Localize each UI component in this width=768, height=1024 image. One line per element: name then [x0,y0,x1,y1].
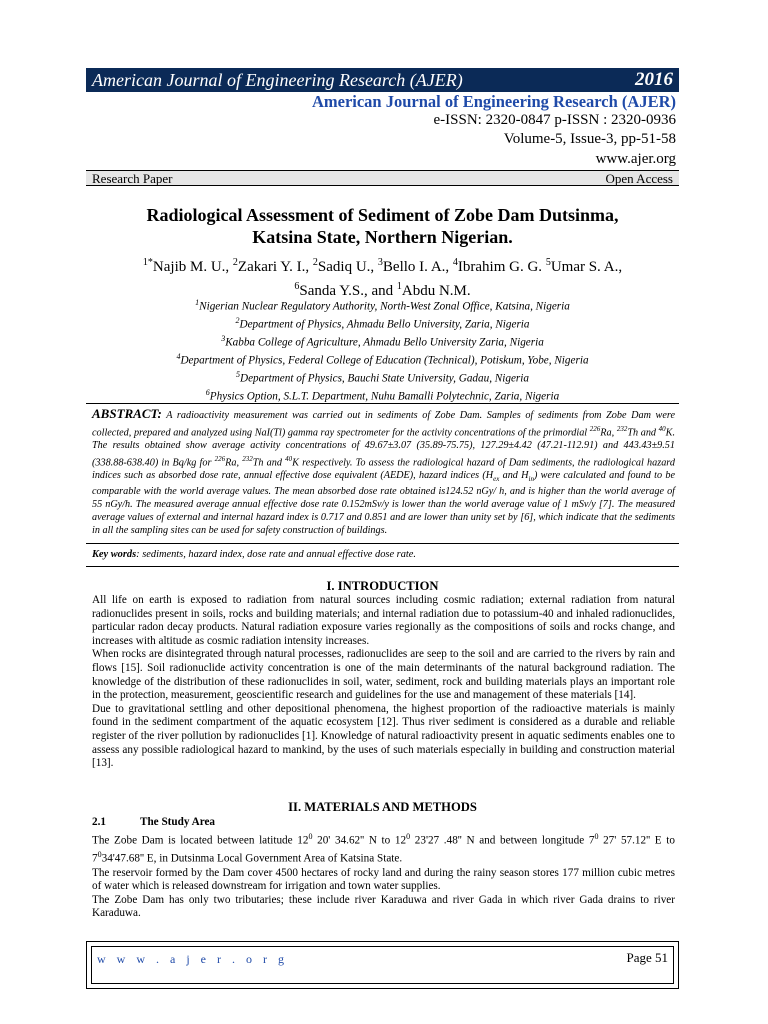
affiliation [86,350,679,368]
page-footer [86,941,679,989]
index-sub: ex [493,475,500,484]
author-name: Najib M. U., [152,259,233,275]
author-name: Umar S. A., [550,259,623,275]
author-name: Zakari Y. I., [237,259,313,275]
isotope-sup: 40 [285,455,293,464]
keywords [92,549,675,560]
abstract-text: Ra, [600,427,617,439]
abstract-text: A radioactivity measurement was carried out in sediments of Zobe Dam. Samples of sediments from Zobe Dam were collected, prepared and analyzed using NaI(Tl) gamma ray spectrometer for the activity concentrations of the primordial [92,410,675,439]
author-sup: 2 [232,257,238,268]
abstract-text: Th and [627,427,659,439]
issn: e-ISSN: 2320-0847 p-ISSN : 2320-0936 [433,112,676,128]
affiliation-text: Physics Option, S.L.T. Department, Nuhu Bamalli Polytechnic, Zaria, Nigeria [209,390,560,403]
author-name: Sanda Y.S., and [299,283,397,299]
author-sup: 4 [452,257,458,268]
text-run: 20' 34.62'' N to 12 [312,834,407,847]
author-name: Sadiq U., [317,259,378,275]
journal-banner [86,68,679,92]
affiliation-text: Department of Physics, Bauchi State University, Gadau, Nigeria [240,372,529,385]
abstract-text: ) were calculated and found to be comparable with the world average values. The mean absorbed dose rate obtained is124.52 nGy/ h, and is higher than the world average of 55 nGy/h. The measured average annual effective dose rate 0.152mSv/y is lower than the world average value of 1 mSv/y [7]. The measured average values of external and internal hazard index is 0.717 and 0.851 and are lower than unity set by [6], which indicate that the sediments in all the sampling sites can be used for safety construction of buildings. [92,470,675,537]
study-area-body [92,830,675,921]
paragraph: When rocks are disintegrated through natural processes, radionuclides are seep to the soil and are carried to the rivers by rain and flows [15]. Soil radionuclide activity concentration is one of the main determinants of the natural background radiation. The knowledge of the distribution of these radionuclides in soil, water, sediment, rock and building materials plays an important role in the protection, measurement, geoscientific research and guidelines for the use and management of these materials [14]. [92,648,675,702]
affiliation [86,296,679,314]
paragraph: Due to gravitational settling and other depositional phenomena, the highest proportion of the radioactive materials is mainly found in the sediment compartment of the aquatic ecosystem [12]. Thus river sediment is considered as a durable and reliable register of the river pollution by radionuclides [1]. Knowledge of natural radioactivity present in aquatic sediments enables one to assess any possible radiological hazard to mankind, by the uses of such materials especially in building and construction material [13]. [92,702,675,770]
affiliation [86,314,679,332]
affiliation-sup: 6 [205,387,210,397]
keywords-text: : sediments, hazard index, dose rate and annual effective dose rate. [136,549,416,560]
abstract [92,408,675,538]
abstract-label: ABSTRACT: [92,406,162,421]
journal-name: American Journal of Engineering Research (AJER) [311,92,676,111]
isotope-sup: 40 [658,424,666,433]
text-run: 23'27 .48'' N and between longitude 7 [410,834,595,847]
banner-year: 2016 [635,69,673,90]
affiliation-sup: 5 [236,369,241,379]
paper-type: Research Paper [92,171,173,186]
abstract-text: K respectively. To assess the radiological hazard of Dam sediments, the radiological hazard indices such as absorbed dose rate, annual effective dose equivalent (AEDE), hazard indices (H [92,457,675,482]
volume-info: Volume-5, Issue-3, pp-51-58 [503,131,676,147]
abstract-text: K. The results obtained show average activity concentrations of 49.67±3.07 (35.89-75.75), 127.29±4.42 (47.21-112.91) and 443.43±9.51 (338.88-638.40) in Bq/kg for [92,427,675,469]
degree-sup: 0 [406,832,411,841]
isotope-sup: 226 [589,424,601,433]
section-heading-introduction: I. INTRODUCTION [326,579,439,593]
affiliation-text: Department of Physics, Ahmadu Bello University, Zaria, Nigeria [239,318,530,331]
author-name: Ibrahim G. G. [457,259,546,275]
text-run: 34'47.68'' E, in Dutsinma Local Government Area of Katsina State. [101,853,403,866]
affiliation-text: Kabba College of Agriculture, Ahmadu Bello University Zaria, Nigeria [225,336,544,349]
affiliation-text: Department of Physics, Federal College of Education (Technical), Potiskum, Yobe, Nigeria [180,354,589,367]
affiliation-text: Nigerian Nuclear Regulatory Authority, North-West Zonal Office, Katsina, Nigeria [199,300,570,313]
paper-type-strip [86,170,679,186]
author-sup: 1* [142,257,153,268]
author-sup: 6 [294,281,300,292]
abstract-text: and H [499,470,529,482]
author-list [86,253,679,301]
text-run: The Zobe Dam is located between latitude 12 [92,834,309,847]
affiliation [86,368,679,386]
isotope-sup: 232 [242,455,253,464]
introduction-body [92,594,675,771]
author-sup: 2 [312,257,318,268]
banner-title: American Journal of Engineering Research (AJER) [92,70,463,90]
title-line: Katsina State, Northern Nigerian. [252,227,513,247]
affiliation-sup: 3 [221,333,226,343]
paragraph: All life on earth is exposed to radiation from natural sources including cosmic radiation; external radiation from natural radionuclides present in soils, rocks and building materials; and internal radiation due to potassium-40 and inhaled radionuclides, particular radon decay products. Natural radiation exposure varies regionally as the compositions of soils and rocks change, and increases with altitude as cosmic radiation intensity increases. [92,594,675,647]
subsection-title: The Study Area [140,816,216,828]
affiliation [86,386,679,404]
journal-website-link[interactable]: www.ajer.org [595,151,676,167]
author-sup: 3 [377,257,383,268]
isotope-sup: 232 [616,424,628,433]
affiliation-list [86,296,679,404]
author-line [86,253,679,277]
isotope-sup: 226 [214,455,226,464]
footer-website-link[interactable]: w w w . a j e r . o r g [97,952,288,966]
paper-title [86,204,679,248]
keywords-label: Key words [92,549,137,560]
degree-sup: 0 [97,850,102,860]
abstract-top-rule [86,403,679,404]
affiliation [86,332,679,350]
affiliation-sup: 2 [235,315,240,325]
affiliation-sup: 1 [195,298,200,307]
paragraph: The Zobe Dam has only two tributaries; these include river Karaduwa and river Gada in which river Gada drains to river Karaduwa. [92,893,675,920]
keywords-rule [86,566,679,567]
degree-sup: 0 [308,832,313,841]
abstract-text: Ra, [225,457,243,469]
subsection-heading-study-area [92,816,215,828]
author-sup: 1 [396,281,402,292]
paragraph: The reservoir formed by the Dam cover 4500 hectares of rocky land and during the rainy season stores 177 million cubic metres of water which is released downstream for irrigation and town water supplies. [92,866,675,893]
access-type: Open Access [605,171,673,186]
page-number: Page 51 [626,950,668,965]
paragraph [92,830,675,867]
text-run: 27' 57.12'' E to 7 [92,834,675,866]
index-sub: in [528,475,534,484]
subsection-number: 2.1 [92,816,106,828]
abstract-bottom-rule [86,543,679,544]
section-heading-methods: II. MATERIALS AND METHODS [288,800,477,814]
author-name: Abdu N.M. [401,283,471,299]
author-sup: 5 [545,257,551,268]
abstract-text: Th and [252,457,286,469]
author-name: Bello I. A., [382,259,453,275]
title-line: Radiological Assessment of Sediment of Zobe Dam Dutsinma, [146,205,619,225]
degree-sup: 0 [594,832,599,841]
affiliation-sup: 4 [176,351,181,361]
